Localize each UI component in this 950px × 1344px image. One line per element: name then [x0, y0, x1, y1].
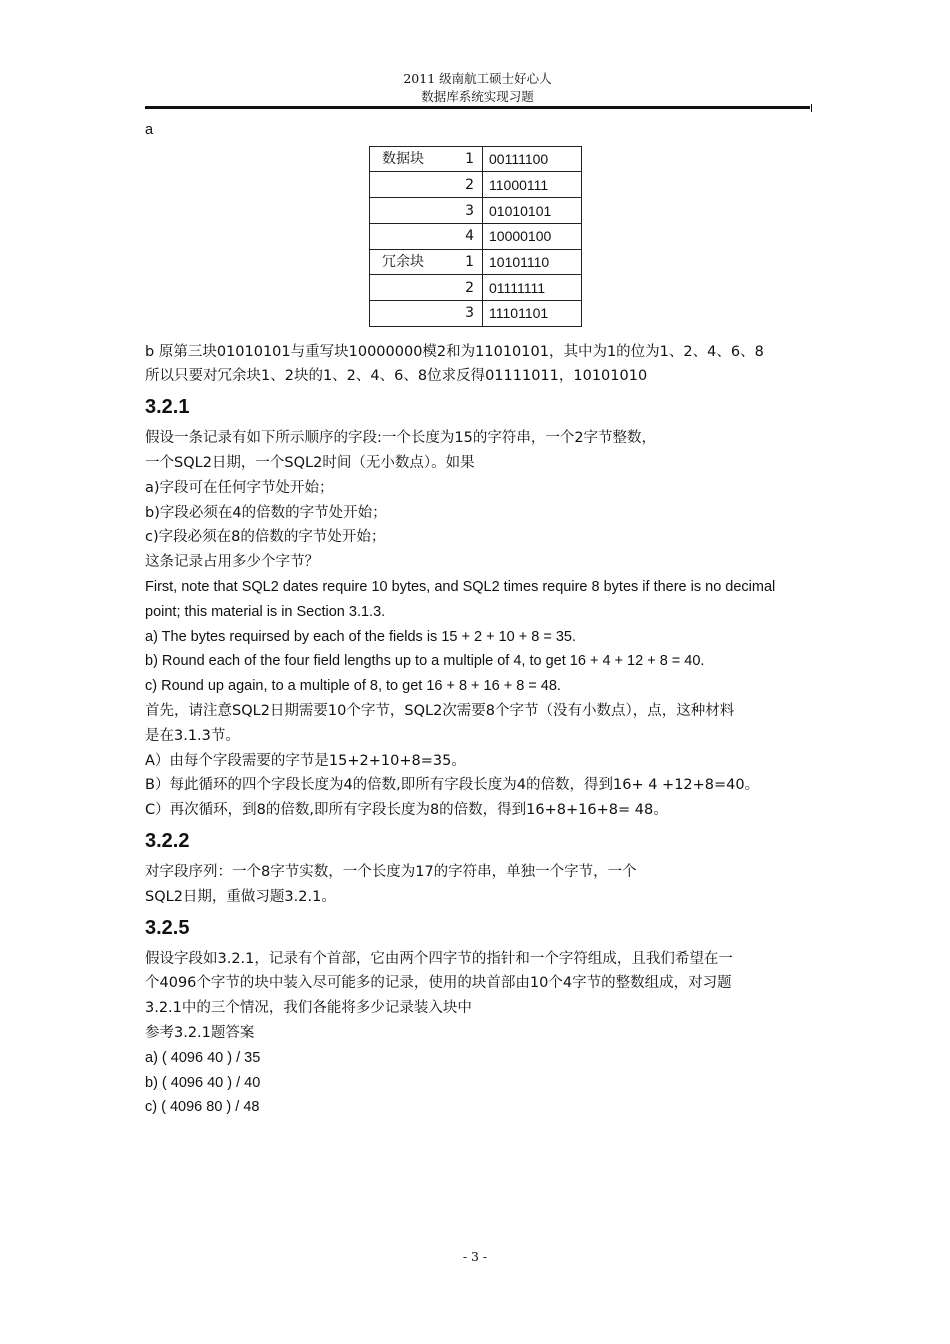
table-row	[370, 300, 582, 326]
page-header	[145, 70, 810, 106]
header-line-2: 数据库系统实现习题	[421, 89, 534, 104]
block-number-cell: 1	[456, 249, 483, 275]
block-type-cell	[370, 198, 457, 224]
block-bits-cell: 10000100	[483, 223, 582, 249]
block-type-cell	[370, 300, 457, 326]
block-number-cell: 4	[456, 223, 483, 249]
body-line: SQL2日期，重做习题3.2.1。	[145, 888, 336, 905]
block-bits-cell: 11000111	[483, 172, 582, 198]
body-line: 一个SQL2日期，一个SQL2时间（无小数点）。如果	[145, 455, 475, 471]
body-line: 参考3.2.1题答案	[145, 1024, 255, 1041]
body-line: B）每此循环的四个字段长度为4的倍数,即所有字段长度为4的倍数，得到16+ 4 +12+8=40。	[145, 777, 760, 794]
part-b-line: b 原第三块01010101与重写块10000000模2和为11010101，其中为1的位为1、2、4、6、8	[145, 343, 764, 360]
block-bits-cell: 10101110	[483, 249, 582, 275]
body-line: c)字段必须在8的倍数的字节处开始；	[145, 529, 386, 546]
table-row	[370, 223, 582, 249]
body-line: b) ( 4096 40 ) / 40	[145, 1074, 261, 1091]
page-number: - 3 -	[462, 1249, 488, 1264]
block-number-cell: 3	[456, 300, 483, 326]
body-line: a)字段可在任何字节处开始；	[145, 479, 334, 496]
block-type-cell: 数据块	[370, 146, 457, 172]
part-a-label: a	[145, 122, 154, 138]
body-line: 首先，请注意SQL2日期需要10个字节，SQL2次需要8个字节（没有小数点），点，这种材料	[145, 702, 735, 719]
body-line: 个4096个字节的块中装入尽可能多的记录，使用的块首部由10个4字节的整数组成，对习题	[145, 975, 732, 992]
body-line: point; this material is in Section 3.1.3.	[145, 603, 386, 620]
block-type-cell	[370, 223, 457, 249]
block-type-cell	[370, 275, 457, 301]
block-type-cell	[370, 172, 457, 198]
body-line: c) Round up again, to a multiple of 8, to get 16 + 8 + 16 + 8 = 48.	[145, 678, 561, 695]
part-b-line: 所以只要对冗余块1、2块的1、2、4、6、8位求反得01111011，10101010	[145, 368, 648, 385]
sections	[145, 394, 813, 1120]
block-bits-cell: 01010101	[483, 198, 582, 224]
block-bits-cell: 01111111	[483, 275, 582, 301]
body-line: 3.2.1中的三个情况，我们各能将多少记录装入块中	[145, 1000, 472, 1017]
section-heading: 3.2.5	[145, 916, 190, 939]
body-line: C）再次循环，到8的倍数,即所有字段长度为8的倍数，得到16+8+16+8= 48。	[145, 802, 668, 819]
table-row	[370, 198, 582, 224]
body-line: c) ( 4096 80 ) / 48	[145, 1099, 260, 1116]
header-rule	[145, 106, 810, 109]
body-line: b) Round each of the four field lengths up to a multiple of 4, to get 16 + 4 + 12 + 8 = 40.	[145, 653, 705, 670]
block-number-cell: 1	[456, 146, 483, 172]
block-bits-cell: 11101101	[483, 300, 582, 326]
body-line: 假设字段如3.2.1，记录有个首部，它由两个四字节的指针和一个字符组成，且我们希望在一	[145, 950, 733, 967]
body-line: 假设一条记录有如下所示顺序的字段:一个长度为15的字符串，一个2字节整数，	[145, 430, 657, 447]
block-number-cell: 2	[456, 275, 483, 301]
table-row	[370, 172, 582, 198]
body-line: b)字段必须在4的倍数的字节处开始；	[145, 504, 387, 521]
block-number-cell: 3	[456, 198, 483, 224]
table-row	[370, 146, 582, 172]
block-type-cell: 冗余块	[370, 249, 457, 275]
block-bits-cell: 00111100	[483, 146, 582, 172]
body-line: 对字段序列：一个8字节实数，一个长度为17的字符串，单独一个字节，一个	[145, 863, 637, 880]
section-heading: 3.2.1	[145, 396, 190, 419]
body-line: A）由每个字段需要的字节是15+2+10+8=35。	[145, 752, 466, 769]
body-line: 是在3.1.3节。	[145, 727, 240, 744]
body-line: 这条记录占用多少个字节？	[145, 554, 319, 571]
header-line-1: 2011 级南航工硕士好心人	[403, 71, 552, 86]
section-heading: 3.2.2	[145, 829, 190, 852]
body-line: a) ( 4096 40 ) / 35	[145, 1049, 261, 1066]
body-line: a) The bytes requirsed by each of the fields is 15 + 2 + 10 + 8 = 35.	[145, 628, 576, 645]
body-line: First, note that SQL2 dates require 10 bytes, and SQL2 times require 8 bytes if there is no decimal	[145, 578, 776, 595]
part-b	[145, 340, 813, 390]
document-body	[145, 118, 813, 1120]
block-number-cell: 2	[456, 172, 483, 198]
blocks-table	[369, 146, 582, 327]
table-row	[370, 275, 582, 301]
table-row	[370, 249, 582, 275]
